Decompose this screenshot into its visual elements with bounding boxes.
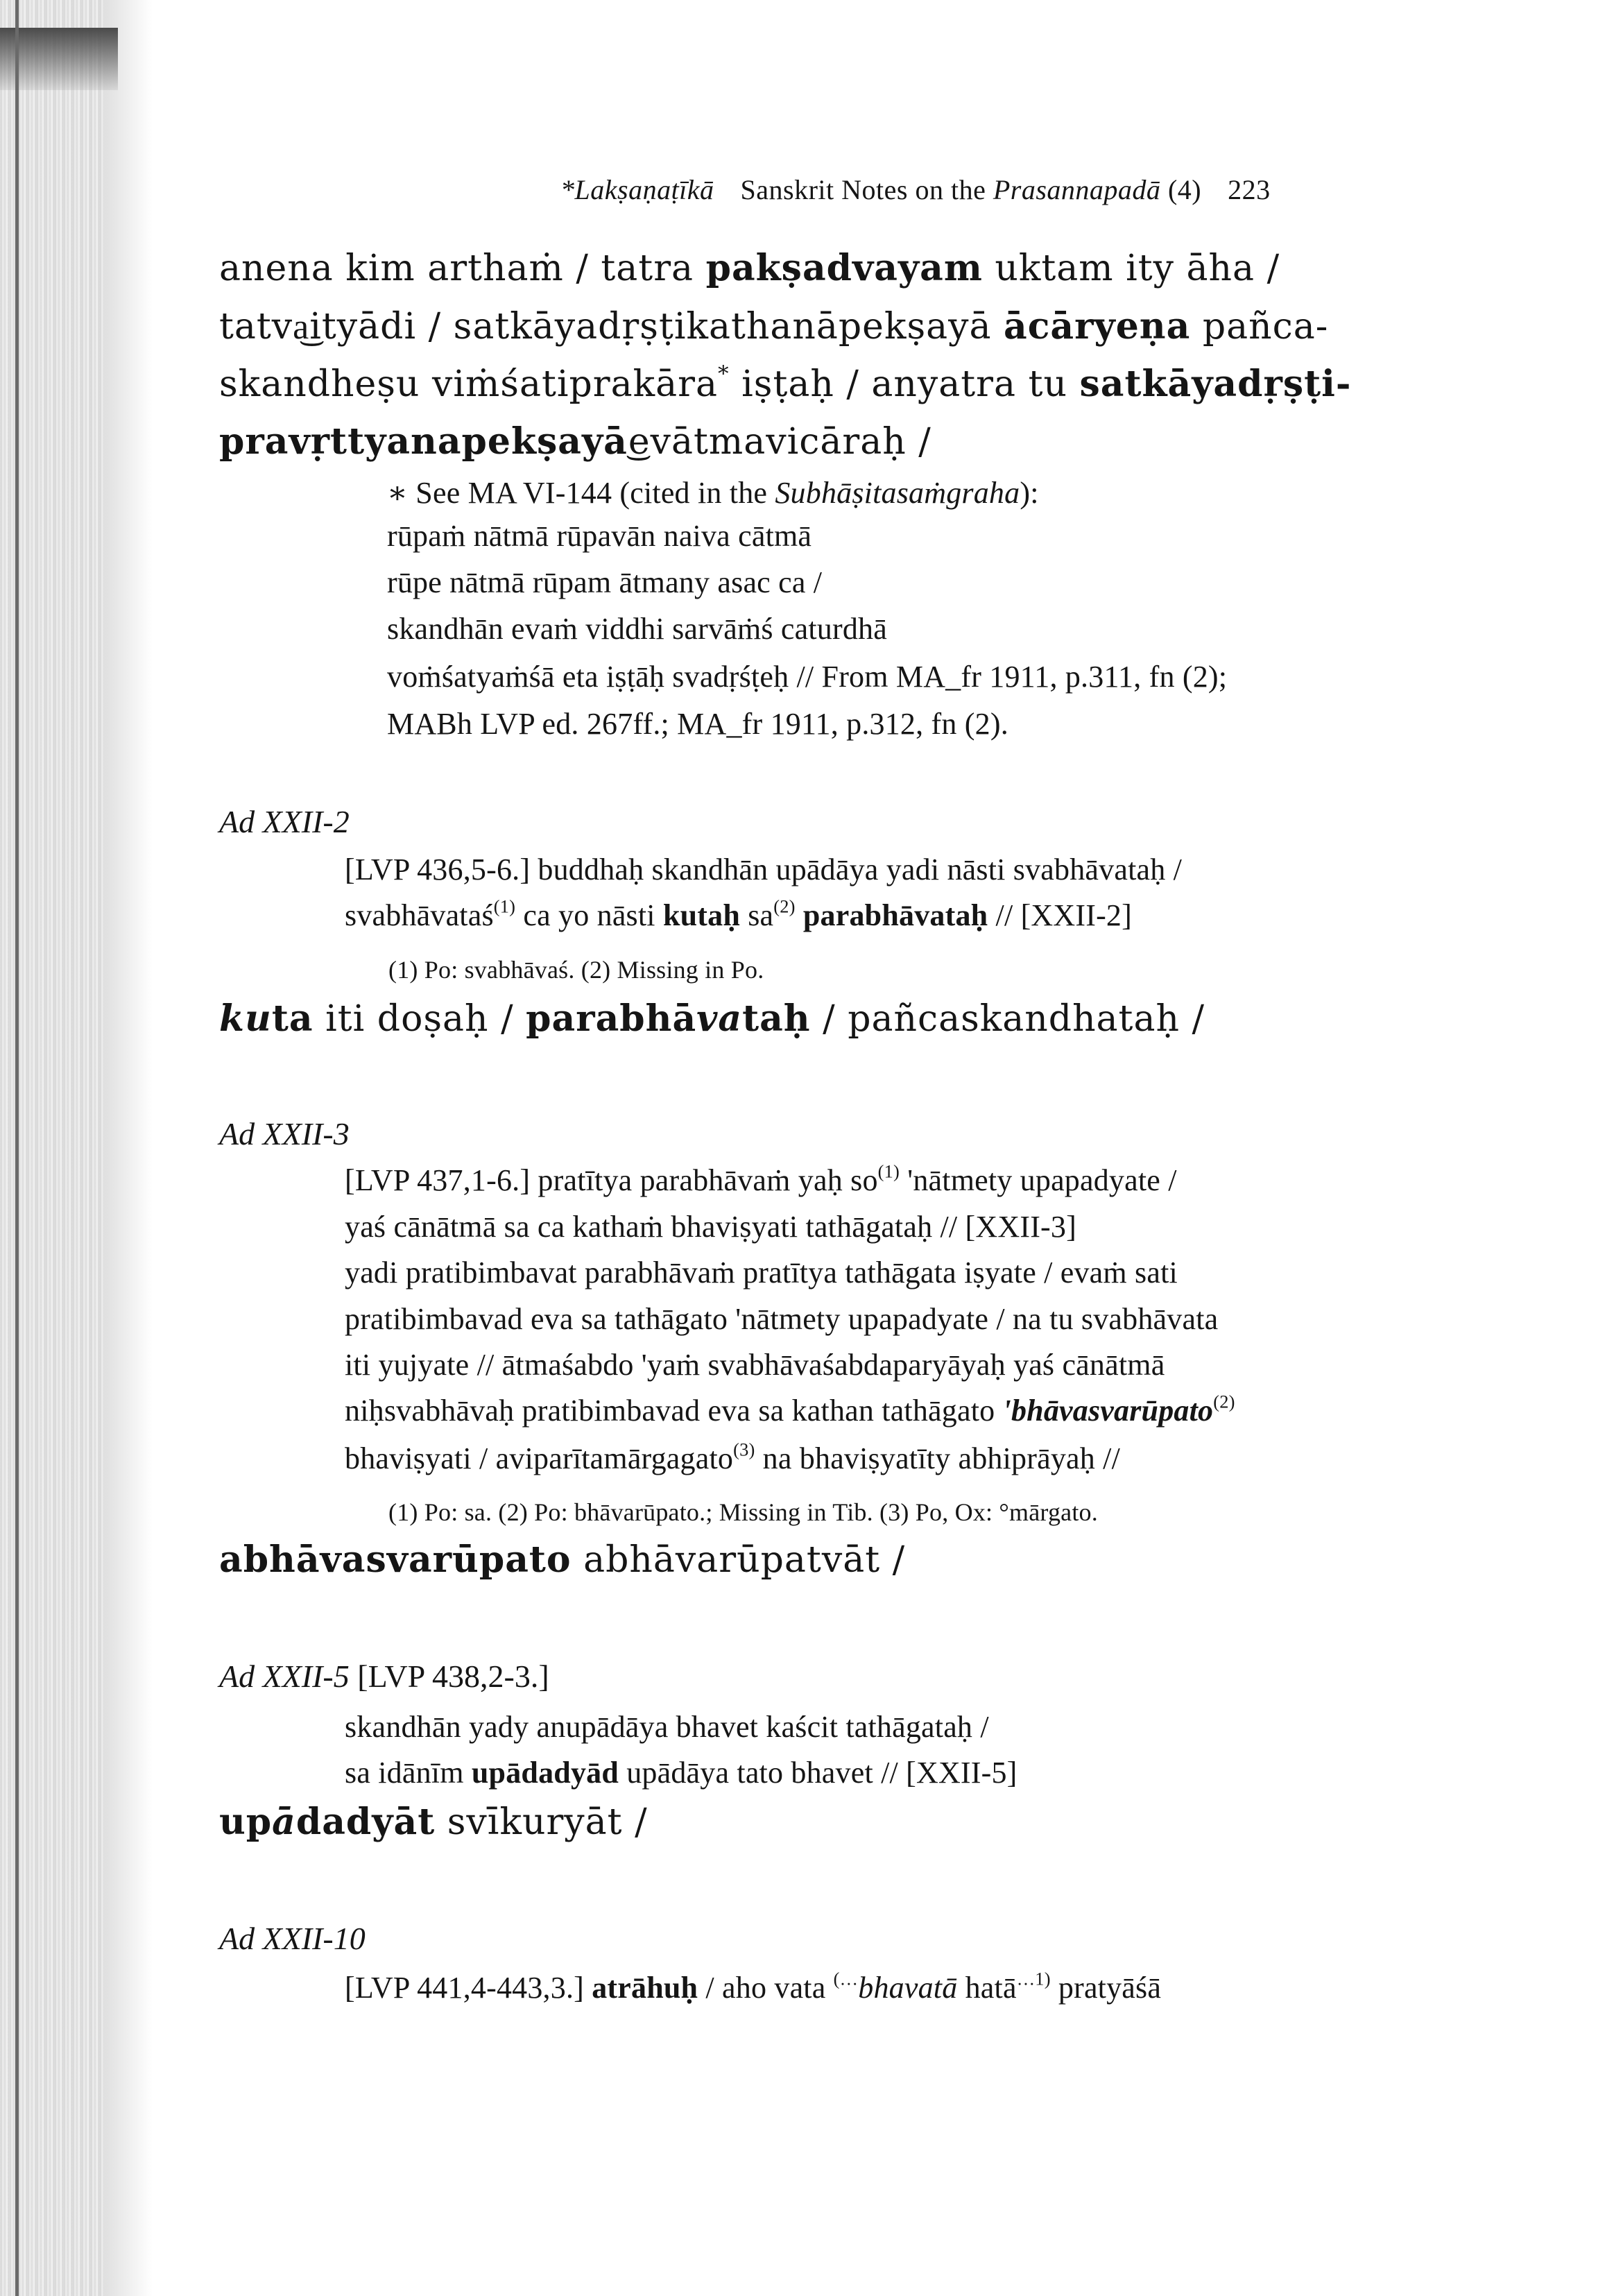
prose-line: pratibimbavad eva sa tathāgato 'nātmety upapadyate / na tu svabhāvata — [345, 1302, 1219, 1336]
binding-fade — [104, 0, 153, 2296]
footnote-line: (1) Po: sa. (2) Po: bhāvarūpato.; Missing in Tib. (3) Po, Ox: °mārgato. — [388, 1498, 1098, 1526]
commentary-line-3: skandheṣu viṁśatiprakāra* iṣṭaḥ / anyatra tu satkāyadṛṣṭi- — [219, 361, 1352, 405]
verse-line: [LVP 436,5-6.] buddhaḥ skandhān upādāya yadi nāsti svabhāvataḥ / — [345, 853, 1183, 886]
prose-line: iti yujyate // ātmaśabdo 'yaṁ svabhāvaśabdaparyāyaḥ yaś cānātmā — [345, 1348, 1165, 1382]
header-issue: (4) — [1167, 174, 1202, 205]
note-line-2: rūpaṁ nātmā rūpavān naiva cātmā — [387, 519, 812, 553]
page-number: 223 — [1228, 174, 1271, 205]
note-line-1: ∗ See MA VI-144 (cited in the Subhāṣitasaṁgraha): — [387, 476, 1039, 510]
header-subtitle: Sanskrit Notes on the — [740, 174, 986, 205]
commentary-line-2: tatva͜ityādi / satkāyadṛṣṭikathanāpekṣayā ācāryeṇa pañca- — [219, 305, 1329, 348]
note-line-4: skandhān evaṁ viddhi sarvāṁś caturdhā — [387, 612, 887, 646]
verse-line: svabhāvataś$^{(1)}$ ca yo nāsti kutaḥ $sa^{(2)}$ parabhāvataḥ // [XXII-2] — [345, 896, 1132, 932]
section-heading-xxii-2: Ad XXII-2 — [219, 804, 350, 839]
footnote-line: (1) Po: svabhāvaś. (2) Missing in Po. — [388, 956, 764, 984]
verse-line: skandhān yady anupādāya bhavet kaścit tathāgataḥ / — [345, 1710, 989, 1744]
section-heading-xxii-10: Ad XXII-10 — [219, 1921, 366, 1956]
verse-line: [LVP 441,4-443,3.] atrāhuḥ / aho vata (…bhavatā hatā$^{\dots 1)}$ pratyāśā — [345, 1968, 1162, 2005]
binding-line — [15, 0, 19, 2296]
verse-line: sa idānīm upādadyād upādāya tato bhavet // [XXII-5] — [345, 1756, 1017, 1790]
commentary-line: abhāvasvarūpato abhāvarūpatvāt / — [219, 1539, 906, 1581]
verse-line: yaś cānātmā sa ca kathaṁ bhaviṣyati tathāgataḥ // [XXII-3] — [345, 1210, 1076, 1244]
commentary-line: kuta iti doṣaḥ / parabhāvataḥ / pañcaskandhataḥ / — [219, 997, 1205, 1040]
running-header — [560, 173, 1271, 206]
note-line-5: voṁśatyaṁśā eta iṣṭāḥ svadṛśṭeḥ // From MA_fr 1911, p.311, fn (2); — [387, 660, 1228, 694]
prose-line: bhaviṣyati / aviparītamārgagato$^{(3)}$ na bhaviṣyatīty abhiprāyaḥ // — [345, 1439, 1120, 1475]
prose-line: yadi pratibimbavat parabhāvaṁ pratītya tathāgata iṣyate / evaṁ sati — [345, 1256, 1178, 1290]
note-line-3: rūpe nātmā rūpam ātmany asac ca / — [387, 565, 823, 599]
commentary-line-1: anena kim arthaṁ / tatra pakṣadvayam uktam ity āha / — [219, 247, 1280, 289]
note-line-6: MABh LVP ed. 267ff.; MA_fr 1911, p.312, fn (2). — [387, 707, 1008, 741]
commentary-line: upādadyāt svīkuryāt / — [219, 1801, 648, 1843]
prose-line: niḥsvabhāvaḥ pratibimbavad eva sa kathan tathāgato 'bhāvasvarūpato$^{(2)}$ — [345, 1391, 1235, 1428]
commentary-line-4: pravṛttyanapekṣayā͜evātmavicāraḥ / — [219, 420, 931, 463]
section-heading-xxii-5: Ad XXII-5 [LVP 438,2-3.] — [219, 1659, 549, 1694]
section-heading-xxii-3: Ad XXII-3 — [219, 1116, 350, 1151]
header-title: *Lakṣaṇaṭīkā — [560, 174, 714, 205]
verse-line: [LVP 437,1-6.] pratītya parabhāvaṁ yaḥ $so^{(1)}$ 'nātmety upapadyate / — [345, 1160, 1177, 1197]
header-work: Prasannapadā — [993, 174, 1161, 205]
